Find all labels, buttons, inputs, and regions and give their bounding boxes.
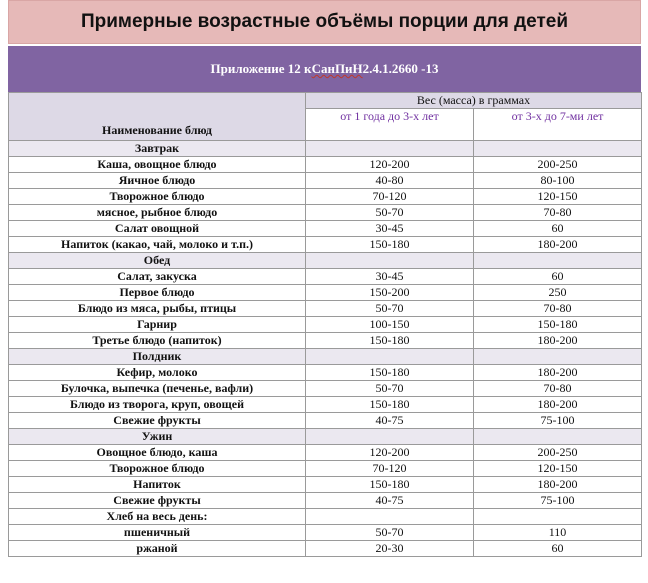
table-row xyxy=(9,365,642,381)
table-row xyxy=(9,477,642,493)
portion-age-3-7: 180-200 xyxy=(474,365,642,381)
portion-age-1-3: 150-180 xyxy=(306,365,474,381)
subtitle-banner xyxy=(8,46,641,92)
portion-age-3-7: 180-200 xyxy=(474,477,642,493)
section-header-row xyxy=(9,429,642,445)
portion-age-3-7: 70-80 xyxy=(474,301,642,317)
portion-age-1-3: 100-150 xyxy=(306,317,474,333)
table-row xyxy=(9,221,642,237)
portion-age-1-3: 50-70 xyxy=(306,301,474,317)
section-title: Обед xyxy=(9,253,306,269)
portion-age-3-7: 180-200 xyxy=(474,397,642,413)
dish-name: Творожное блюдо xyxy=(9,461,306,477)
column-header-age-3-7: от 3-х до 7-ми лет xyxy=(474,109,642,141)
section-title: Полдник xyxy=(9,349,306,365)
subtitle-suffix: 2.4.1.2660 -13 xyxy=(362,61,439,76)
dish-name: Салат, закуска xyxy=(9,269,306,285)
section-title: Ужин xyxy=(9,429,306,445)
portion-age-1-3: 120-200 xyxy=(306,445,474,461)
portion-age-1-3: 150-180 xyxy=(306,397,474,413)
section-header-row xyxy=(9,349,642,365)
portion-table xyxy=(8,92,642,557)
dish-name: Третье блюдо (напиток) xyxy=(9,333,306,349)
dish-name: Овощное блюдо, каша xyxy=(9,445,306,461)
portion-age-1-3: 120-200 xyxy=(306,157,474,173)
portion-age-1-3: 50-70 xyxy=(306,205,474,221)
dish-name: мясное, рыбное блюдо xyxy=(9,205,306,221)
table-row xyxy=(9,173,642,189)
section-empty-cell xyxy=(306,349,474,365)
dish-name: Яичное блюдо xyxy=(9,173,306,189)
table-row xyxy=(9,285,642,301)
portion-age-1-3: 70-120 xyxy=(306,461,474,477)
portion-age-1-3: 150-200 xyxy=(306,285,474,301)
portion-age-1-3: 40-80 xyxy=(306,173,474,189)
dish-name: Блюдо из творога, круп, овощей xyxy=(9,397,306,413)
section-header-row xyxy=(9,253,642,269)
table-row xyxy=(9,317,642,333)
dish-name: Булочка, выпечка (печенье, вафли) xyxy=(9,381,306,397)
table-row xyxy=(9,301,642,317)
section-empty-cell xyxy=(474,141,642,157)
section-empty-cell xyxy=(306,429,474,445)
portion-age-3-7: 60 xyxy=(474,269,642,285)
page-title: Примерные возрастные объёмы порции для детей xyxy=(8,0,641,44)
column-header-weight: Вес (масса) в граммах xyxy=(306,93,642,109)
dish-name: Салат овощной xyxy=(9,221,306,237)
portion-age-3-7: 120-150 xyxy=(474,461,642,477)
section-empty-cell xyxy=(306,141,474,157)
dish-name: Творожное блюдо xyxy=(9,189,306,205)
portion-age-3-7: 200-250 xyxy=(474,445,642,461)
portion-age-3-7: 75-100 xyxy=(474,413,642,429)
dish-name: Свежие фрукты xyxy=(9,493,306,509)
subtitle-sanpin: СанПиН xyxy=(311,61,363,76)
table-row xyxy=(9,541,642,557)
portion-age-3-7: 200-250 xyxy=(474,157,642,173)
dish-name: Напиток (какао, чай, молоко и т.п.) xyxy=(9,237,306,253)
table-row xyxy=(9,413,642,429)
portion-age-3-7: 180-200 xyxy=(474,333,642,349)
dish-name: Гарнир xyxy=(9,317,306,333)
portion-age-3-7: 60 xyxy=(474,221,642,237)
section-header-row xyxy=(9,141,642,157)
section-empty-cell xyxy=(474,349,642,365)
bread-header-row xyxy=(9,509,642,525)
portion-age-3-7: 70-80 xyxy=(474,205,642,221)
dish-name: Каша, овощное блюдо xyxy=(9,157,306,173)
table-row xyxy=(9,525,642,541)
portion-age-3-7: 120-150 xyxy=(474,189,642,205)
section-empty-cell xyxy=(306,253,474,269)
table-row xyxy=(9,269,642,285)
table-row xyxy=(9,333,642,349)
portion-age-1-3: 50-70 xyxy=(306,381,474,397)
section-title: Завтрак xyxy=(9,141,306,157)
portion-age-1-3: 30-45 xyxy=(306,221,474,237)
portion-age-3-7: 80-100 xyxy=(474,173,642,189)
dish-name: ржаной xyxy=(9,541,306,557)
portion-age-3-7: 60 xyxy=(474,541,642,557)
portion-age-1-3: 30-45 xyxy=(306,269,474,285)
empty-cell xyxy=(306,509,474,525)
dish-name: Кефир, молоко xyxy=(9,365,306,381)
table-row xyxy=(9,381,642,397)
dish-name: Свежие фрукты xyxy=(9,413,306,429)
portion-age-3-7: 75-100 xyxy=(474,493,642,509)
portion-age-3-7: 150-180 xyxy=(474,317,642,333)
table-row xyxy=(9,157,642,173)
portion-age-3-7: 180-200 xyxy=(474,237,642,253)
portion-age-1-3: 150-180 xyxy=(306,333,474,349)
dish-name: Напиток xyxy=(9,477,306,493)
column-header-name: Наименование блюд xyxy=(9,93,306,141)
table-row xyxy=(9,237,642,253)
subtitle-prefix: Приложение 12 к xyxy=(210,61,312,76)
column-header-age-1-3: от 1 года до 3-х лет xyxy=(306,109,474,141)
dish-name: пшеничный xyxy=(9,525,306,541)
section-empty-cell xyxy=(474,253,642,269)
portion-age-3-7: 250 xyxy=(474,285,642,301)
portion-age-1-3: 150-180 xyxy=(306,477,474,493)
table-row xyxy=(9,397,642,413)
header-row xyxy=(9,93,642,109)
table-row xyxy=(9,189,642,205)
empty-cell xyxy=(474,509,642,525)
dish-name: Блюдо из мяса, рыбы, птицы xyxy=(9,301,306,317)
table-row xyxy=(9,205,642,221)
section-empty-cell xyxy=(474,429,642,445)
portion-age-3-7: 110 xyxy=(474,525,642,541)
table-row xyxy=(9,461,642,477)
dish-name: Первое блюдо xyxy=(9,285,306,301)
table-row xyxy=(9,445,642,461)
table-row xyxy=(9,493,642,509)
portion-age-1-3: 70-120 xyxy=(306,189,474,205)
portion-age-1-3: 50-70 xyxy=(306,525,474,541)
portion-age-1-3: 150-180 xyxy=(306,237,474,253)
portion-age-1-3: 40-75 xyxy=(306,493,474,509)
portion-age-1-3: 20-30 xyxy=(306,541,474,557)
portion-age-1-3: 40-75 xyxy=(306,413,474,429)
portion-age-3-7: 70-80 xyxy=(474,381,642,397)
bread-title: Хлеб на весь день: xyxy=(9,509,306,525)
